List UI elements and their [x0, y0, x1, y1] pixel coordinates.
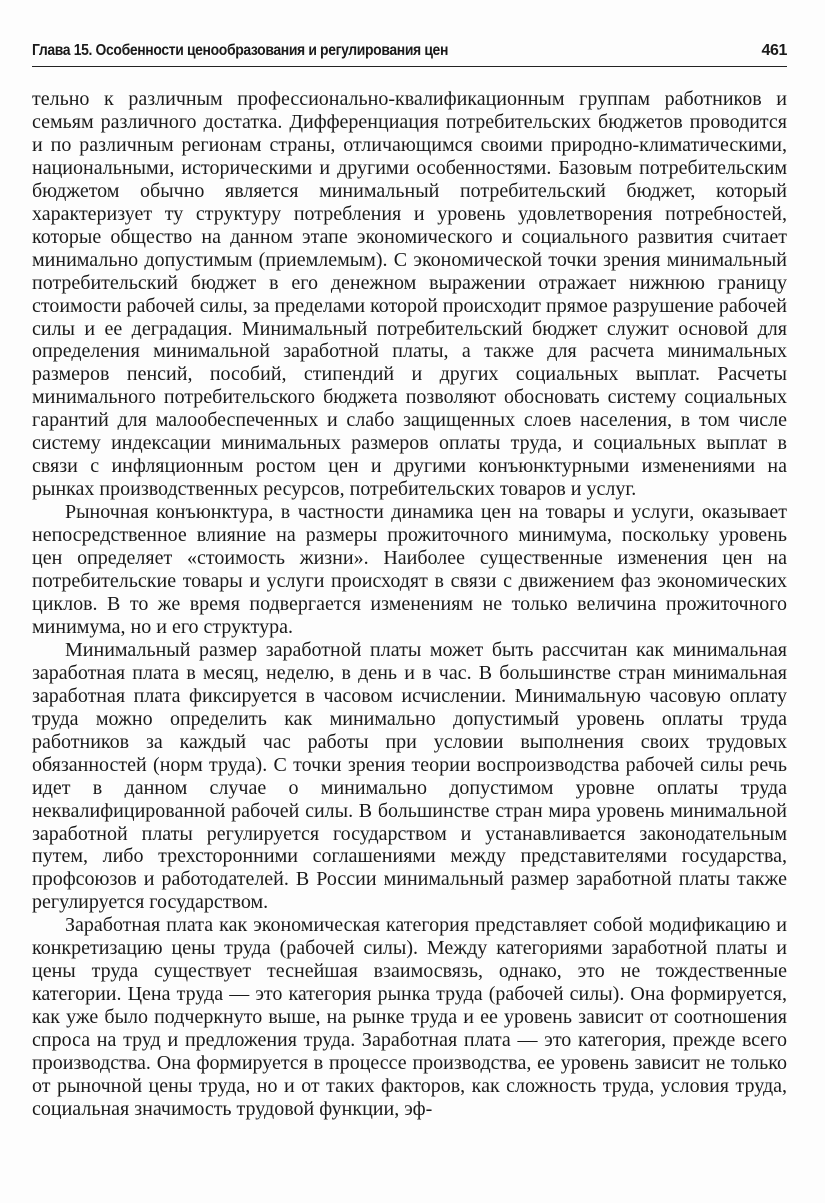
running-header — [32, 40, 787, 67]
paragraph-continuation: тельно к различным профессионально-квалификационным группам работников и семьям различного достатка. Дифференциация потребительских бюджетов проводится и по различным регионам страны, отличающимся своими природно-климатическими, национальными, историческими и другими особенностями. Базовым потребительским бюджетом обычно является минимальный потребительский бюджет, который характеризует ту структуру потребления и уровень удовлетворения потребностей, которые общество на данном этапе экономического и социального развития считает минимально допустимым (приемлемым). С экономической точки зрения минимальный потребительский бюджет в его денежном выражении отражает нижнюю границу стоимости рабочей силы, за пределами которой происходит прямое разрушение рабочей силы и ее деградация. Минимальный потребительский бюджет служит основой для определения минимальной заработной платы, а также для расчета минимальных размеров пенсий, пособий, стипендий и других социальных выплат. Расчеты минимального потребительского бюджета позволяют обосновать систему социальных гарантий для малообеспеченных и слабо защищенных слоев населения, в том числе систему индексации минимальных размеров оплаты труда, и социальных выплат в связи с инфляционным ростом цен и другими конъюнктурными изменениями на рынках производственных ресурсов, потребительских товаров и услуг. — [32, 88, 787, 501]
paragraph-minimum-wage: Минимальный размер заработной платы может быть рассчитан как минимальная заработная плата в месяц, неделю, в день и в час. В большинстве стран минимальная заработная плата фиксируется в часовом исчислении. Минимальную часовую оплату труда можно определить как минимально допустимый уровень оплаты труда работников за каждый час работы при условии выполнения своих трудовых обязанностей (норм труда). С точки зрения теории воспроизводства рабочей силы речь идет в данном случае о минимально допустимом уровне оплаты труда неквалифицированной рабочей силы. В большинстве стран мира уровень минимальной заработной платы регулируется государством и устанавливается законодательным путем, либо трехсторонними соглашениями между представителями государства, профсоюзов и работодателей. В России минимальный размер заработной платы также регулируется государством. — [32, 638, 787, 914]
paragraph-wage-category: Заработная плата как экономическая категория представляет собой модификацию и конкретизацию цены труда (рабочей силы). Между категориями заработной платы и цены труда существует теснейшая взаимосвязь, однако, это не тождественные категории. Цена труда — это категория рынка труда (рабочей силы). Она формируется, как уже было подчеркнуто выше, на рынке труда и ее уровень зависит от соотношения спроса на труд и предложения труда. Заработная плата — это категория, прежде всего производства. Она формируется в процессе производства, ее уровень зависит не только от рыночной цены труда, но и от таких факторов, как сложность труда, условия труда, социальная значимость трудовой функции, эф- — [32, 914, 787, 1120]
body-text — [32, 88, 787, 1121]
paragraph-market-conditions: Рыночная конъюнктура, в частности динамика цен на товары и услуги, оказывает непосредственное влияние на размеры прожиточного минимума, поскольку уровень цен определяет «стоимость жизни». Наиболее существенные изменения цен на потребительские товары и услуги происходят в связи с движением фаз экономических циклов. В то же время подвергается изменениям не только величина прожиточного минимума, но и его структура. — [32, 501, 787, 638]
page-number: 461 — [761, 42, 787, 59]
chapter-title: Глава 15. Особенности ценообразования и регулирования цен — [32, 42, 449, 59]
